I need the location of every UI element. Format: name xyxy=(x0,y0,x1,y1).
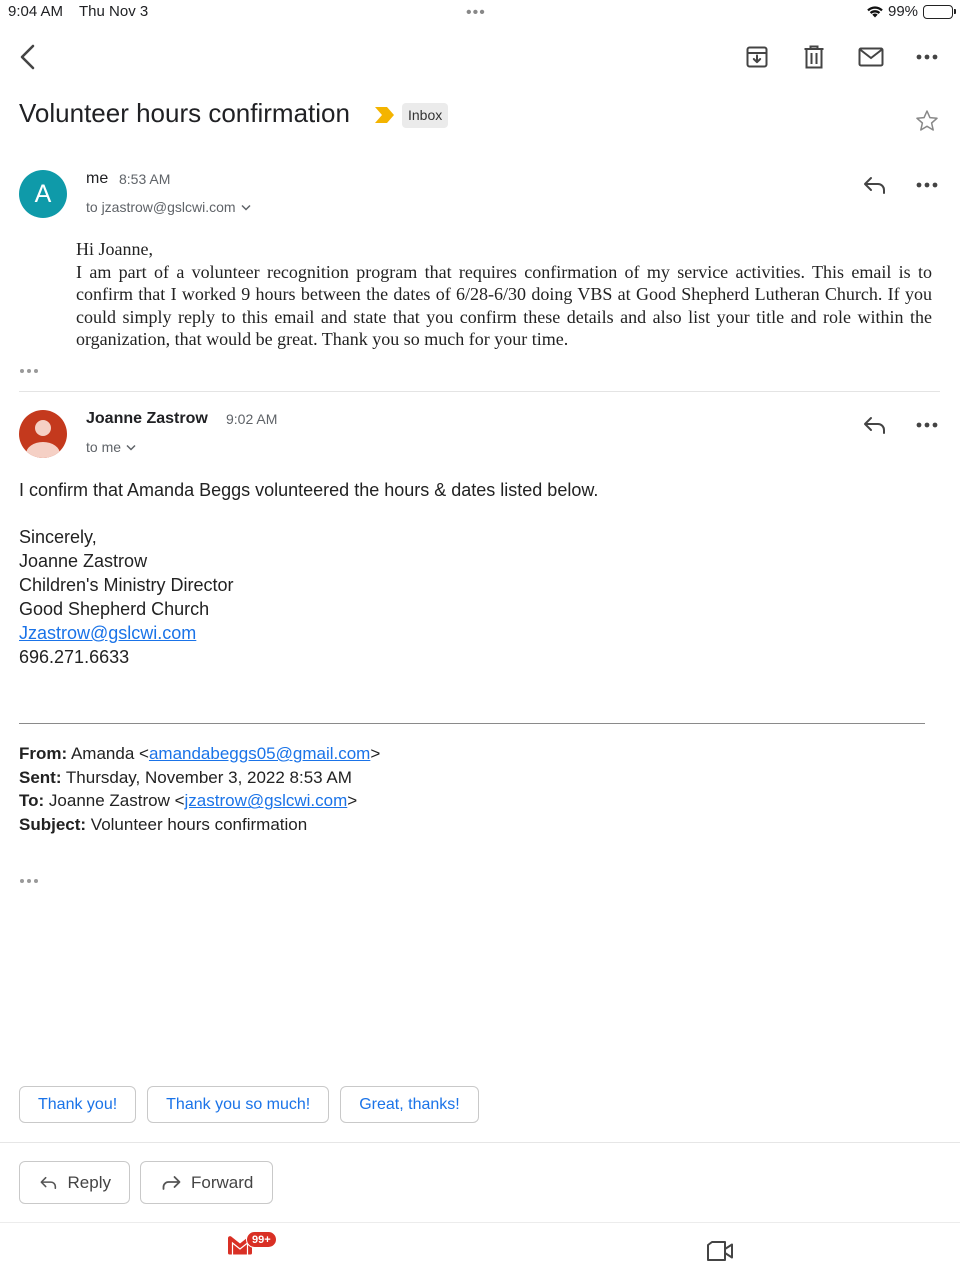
reply-icon xyxy=(863,415,887,435)
signature-phone: 696.271.6633 xyxy=(19,647,130,667)
forward-label: Forward xyxy=(191,1172,254,1192)
status-date: Thu Nov 3 xyxy=(79,3,149,20)
message-time: 9:02 AM xyxy=(226,411,278,427)
quoted-to-email-link[interactable]: jzastrow@gslcwi.com xyxy=(184,791,348,811)
smart-reply-chip[interactable]: Thank you so much! xyxy=(147,1086,329,1123)
message-more-button[interactable] xyxy=(912,410,942,440)
signature-email-link[interactable]: Jzastrow@gslcwi.com xyxy=(19,623,197,643)
signoff: Sincerely, xyxy=(19,527,97,547)
reply-icon xyxy=(863,175,887,195)
message-text: I am part of a volunteer recognition program that requires confirmation of my service activities. This email is to confirm that I worked 9 hours between the dates of 6/28-6/30 doing VBS at Good Shepherd Lutheran Church. If you could simply reply to this email and state that you confirm these details and also list your title and role within the organization, that would be great. Thank you so much for your time. xyxy=(76,261,932,350)
message-body xyxy=(19,478,598,669)
smart-reply-bar xyxy=(19,1086,479,1123)
chevron-down-icon xyxy=(126,444,136,451)
message-more-button[interactable] xyxy=(912,170,942,200)
reply-button[interactable] xyxy=(860,170,890,200)
trash-icon xyxy=(803,45,825,69)
mark-unread-button[interactable] xyxy=(855,42,887,72)
reply-button[interactable] xyxy=(860,410,890,440)
important-marker-icon[interactable] xyxy=(374,105,396,130)
mail-tab[interactable] xyxy=(227,1234,271,1260)
more-horizontal-icon xyxy=(916,182,938,188)
avatar-letter: A xyxy=(34,179,52,208)
star-button[interactable] xyxy=(912,106,942,136)
recipient-text: to me xyxy=(86,439,122,455)
quoted-subject-line: Subject: Volunteer hours confirmation xyxy=(19,815,308,835)
signature-name: Joanne Zastrow xyxy=(19,551,148,571)
reply-action-button[interactable] xyxy=(19,1161,130,1204)
mail-icon xyxy=(858,47,884,67)
meet-tab[interactable] xyxy=(706,1241,734,1266)
quoted-to-line: To: Joanne Zastrow <jzastrow@gslcwi.com> xyxy=(19,791,358,811)
reply-icon xyxy=(40,1175,58,1191)
forward-icon xyxy=(161,1175,181,1191)
message-time: 8:53 AM xyxy=(119,171,171,187)
more-horizontal-icon xyxy=(916,422,938,428)
back-chevron-icon xyxy=(18,43,36,71)
show-trimmed-content-button[interactable] xyxy=(20,874,46,888)
avatar[interactable] xyxy=(19,410,67,458)
video-camera-icon xyxy=(706,1241,734,1261)
status-time: 9:04 AM xyxy=(8,3,64,20)
message-body xyxy=(76,238,932,351)
more-options-button[interactable] xyxy=(912,42,942,72)
smart-reply-chip[interactable]: Great, thanks! xyxy=(340,1086,479,1123)
chevron-down-icon xyxy=(241,204,251,211)
signature-org: Good Shepherd Church xyxy=(19,599,210,619)
message-text: I confirm that Amanda Beggs volunteered the hours & dates listed below. xyxy=(19,480,599,500)
actions-divider xyxy=(0,1142,960,1143)
avatar[interactable] xyxy=(19,170,67,218)
archive-icon xyxy=(745,45,769,69)
quote-separator xyxy=(19,723,925,724)
recipient-details-toggle[interactable] xyxy=(86,199,251,215)
back-button[interactable] xyxy=(12,40,42,74)
thread-subject: Volunteer hours confirmation xyxy=(19,98,350,128)
quoted-header xyxy=(19,742,380,837)
battery-percent: 99% xyxy=(888,3,919,20)
forward-action-button[interactable] xyxy=(140,1161,273,1204)
battery-icon xyxy=(923,5,953,19)
delete-button[interactable] xyxy=(799,42,829,72)
show-trimmed-content-button[interactable] xyxy=(20,364,46,378)
message-greeting: Hi Joanne, xyxy=(76,239,153,259)
signature-title: Children's Ministry Director xyxy=(19,575,234,595)
recipient-text: to jzastrow@gslcwi.com xyxy=(86,199,236,215)
multitasking-dots-icon[interactable]: ••• xyxy=(466,4,486,21)
sender-name: Joanne Zastrow xyxy=(86,410,208,427)
quoted-from-email-link[interactable]: amandabeggs05@gmail.com xyxy=(148,744,371,763)
smart-reply-chip[interactable]: Thank you! xyxy=(19,1086,136,1123)
wifi-icon xyxy=(866,4,884,22)
reply-label: Reply xyxy=(67,1172,111,1192)
inbox-label-chip[interactable]: Inbox xyxy=(402,103,448,128)
unread-count-badge: 99+ xyxy=(246,1231,277,1248)
person-icon xyxy=(19,410,67,458)
star-icon xyxy=(915,109,939,133)
recipient-details-toggle[interactable] xyxy=(86,439,136,455)
quoted-sent-line: Sent: Thursday, November 3, 2022 8:53 AM xyxy=(19,767,352,787)
bottom-tab-bar xyxy=(0,1222,960,1280)
message-divider xyxy=(19,391,940,392)
more-horizontal-icon xyxy=(916,54,938,60)
status-bar xyxy=(0,0,960,26)
sender-name: me xyxy=(86,170,109,187)
quoted-from-line: From: Amanda <amandabeggs05@gmail.com> xyxy=(19,744,381,763)
archive-button[interactable] xyxy=(742,42,772,72)
